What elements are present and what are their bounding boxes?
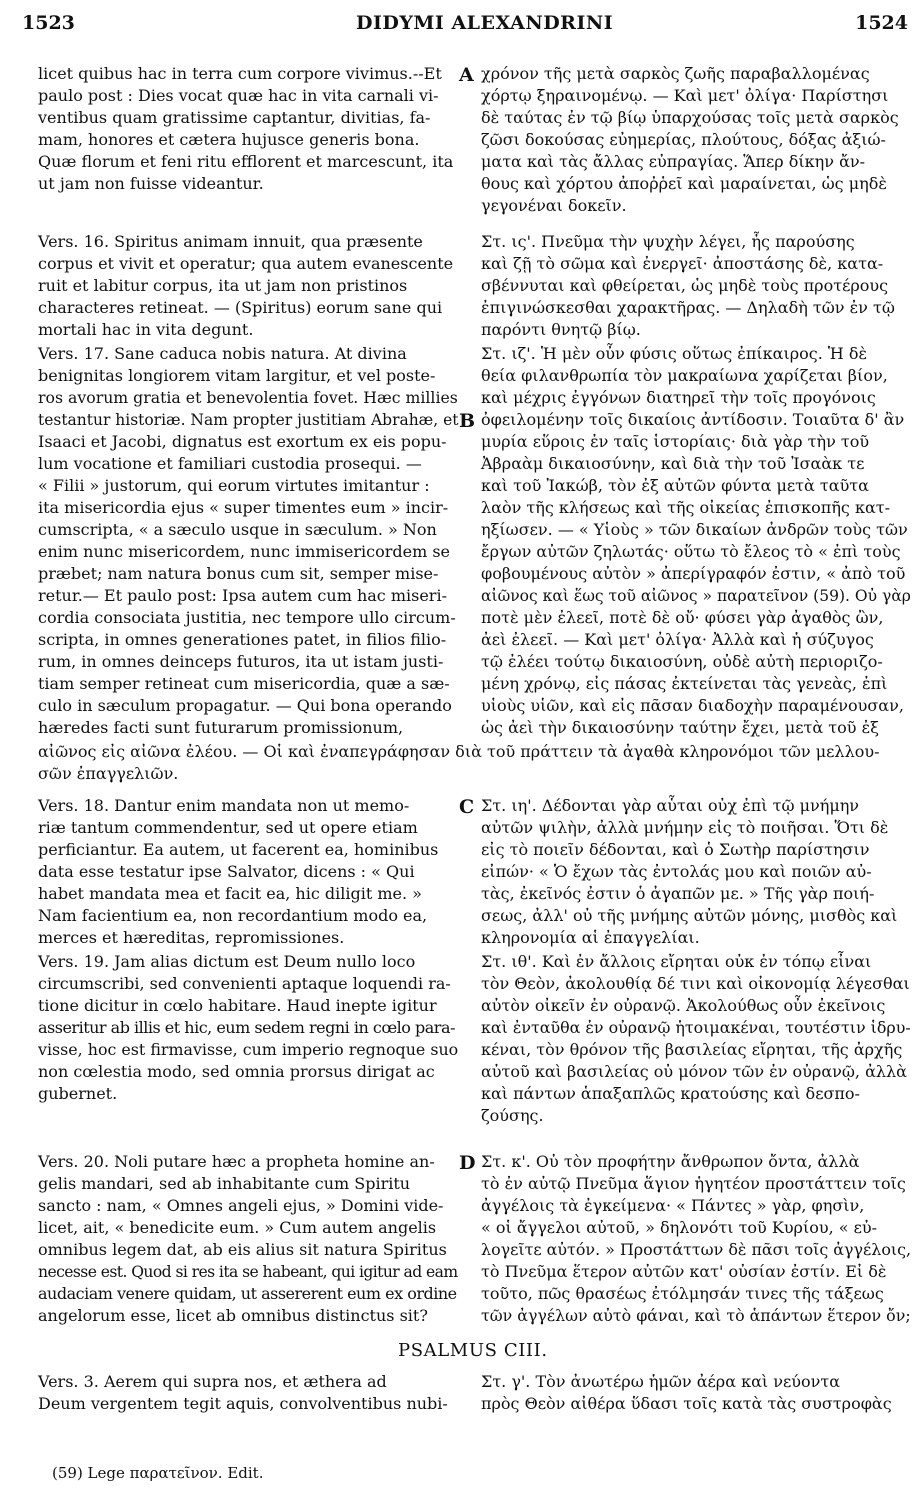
text-line: benignitas longiorem vitam largitur, et vel poste- bbox=[38, 366, 436, 385]
text-line: ros avorum gratia et benevolentia fovet. Hæc millies bbox=[38, 388, 458, 407]
text-line: characteres retineat. — (Spiritus) eorum sane qui bbox=[38, 298, 443, 317]
text-line: Στ. κ'. Οὐ τὸν προφήτην ἄνθρωπον ὄντα, ἀλλὰ bbox=[481, 1152, 860, 1171]
text-line: angelorum esse, licet ab omnibus distinctus sit? bbox=[38, 1306, 428, 1325]
text-line: licet quibus hac in terra cum corpore vivimus.--Et bbox=[38, 64, 442, 83]
psalm-heading: PSALMUS CIII. bbox=[398, 1340, 548, 1361]
text-line: κέναι, τὸν θρόνον τῆς βασιλείας εἴρηται, τῆς ἀρχῆς bbox=[481, 1040, 903, 1059]
text-line: asseritur ab illis et hic, eum sedem regni in cœlo para- bbox=[38, 1018, 455, 1037]
text-line: paulo post : Dies vocat quæ hac in vita carnali vi- bbox=[38, 86, 439, 105]
text-line: Vers. 20. Noli putare hæc a propheta homine an- bbox=[38, 1152, 435, 1171]
text-line: Ἀβραὰμ δικαιοσύνην, καὶ διὰ τὴν τοῦ Ἰσαὰκ τε bbox=[481, 454, 865, 473]
text-line: sancto : nam, « Omnes angeli ejus, » Domini vide- bbox=[38, 1196, 444, 1215]
text-line: Στ. γ'. Τὸν ἀνωτέρω ἡμῶν ἀέρα καὶ νεύοντα bbox=[481, 1372, 840, 1391]
text-line: Vers. 19. Jam alias dictum est Deum nullo loco bbox=[38, 952, 416, 971]
text-line: ὀφειλομένην τοῖς δικαίοις ἀντίδοσιν. Τοιαῦτα δ' ἂν bbox=[481, 410, 905, 429]
text-line: ἀεὶ ἐλεεῖ. — Καὶ μετ' ὀλίγα· Ἀλλὰ καὶ ἡ σύζυγος bbox=[481, 630, 874, 649]
text-line: Στ. ιζ'. Ἡ μὲν οὖν φύσις οὕτως ἐπίκαιρος. Ἡ δὲ bbox=[481, 344, 868, 363]
text-line: Vers. 3. Aerem qui supra nos, et æthera ad bbox=[38, 1372, 387, 1391]
text-line: εἰπών· « Ὁ ἔχων τὰς ἐντολάς μου καὶ ποιῶν αὐ- bbox=[481, 862, 872, 881]
text-line: λογεῖτε αὐτόν. » Προστάττων δὲ πᾶσι τοῖς ἀγγέλοις, bbox=[481, 1240, 912, 1259]
page-header bbox=[0, 0, 924, 44]
text-line: καὶ πάντων ἁπαξαπλῶς κρατούσης καὶ δεσπο- bbox=[481, 1084, 860, 1103]
text-line: cumscripta, « a sæculo usque in sæculum. » Non bbox=[38, 520, 437, 539]
text-line: circumscribi, sed convenienti aptaque loquendi ra- bbox=[38, 974, 451, 993]
text-line: ζῶσι δοκούσας εὐημερίας, πλούτους, δόξας ἀξιώ- bbox=[481, 130, 886, 149]
text-line: χόρτῳ ξηραινομένῳ. — Καὶ μετ' ὀλίγα· Παρίστησι bbox=[481, 86, 889, 105]
text-line: τοῦτο, πῶς θρασέως ἐτόλμησάν τινες τῆς τάξεως bbox=[481, 1284, 884, 1303]
text-line: corpus et vivit et operatur; qua autem evanescente bbox=[38, 254, 454, 273]
text-line: ὡς ἀεὶ τὴν δικαιοσύνην ταύτην ἔχει, μετὰ τοῦ ἐξ bbox=[481, 718, 879, 737]
text-line: εἰς τὸ ποιεῖν δέδονται, καὶ ὁ Σωτὴρ παρίστησιν bbox=[481, 840, 870, 859]
margin-letter-d: D bbox=[459, 1152, 476, 1174]
text-line: tione dicitur in cœlo habitare. Haud inepte igitur bbox=[38, 996, 437, 1015]
text-line: καὶ ζῇ τὸ σῶμα καὶ ἐνεργεῖ· ἀποστάσης δὲ, κατα- bbox=[481, 254, 884, 273]
text-line: Vers. 17. Sane caduca nobis natura. At divina bbox=[38, 344, 407, 363]
text-line: χρόνον τῆς μετὰ σαρκὸς ζωῆς παραβαλλομένας bbox=[481, 64, 870, 83]
text-line: Deum vergentem tegit aquis, convolventibus nubi- bbox=[38, 1394, 448, 1413]
text-line: licet, ait, « benedicite eum. » Cum autem angelis bbox=[38, 1218, 437, 1237]
text-line: πρὸς Θεὸν αἰθέρα ὕδασι τοῖς κατὰ τὰς συστροφὰς bbox=[481, 1394, 892, 1413]
text-line: ἐπιγινώσκεσθαι χαρακτῆρας. — Δηλαδὴ τῶν ἐν τῷ bbox=[481, 298, 895, 317]
text-line: τὰς, ἐκεῖνός ἐστιν ὁ ἀγαπῶν με. » Τῆς γὰρ ποιή- bbox=[481, 884, 875, 903]
text-line: retur.— Et paulo post: Ipsa autem cum hac miseri- bbox=[38, 586, 447, 605]
margin-letter-a: A bbox=[459, 64, 474, 86]
text-line: γεγονέναι δοκεῖν. bbox=[481, 196, 627, 215]
text-line: μένη χρόνῳ, εἰς πάσας ἐκτείνεται τὰς γενεὰς, ἐπὶ bbox=[481, 674, 888, 693]
text-line: necesse est. Quod si res ita se habeant, qui igitur ad eam bbox=[38, 1262, 458, 1281]
text-line: σβέννυται καὶ φθείρεται, ὡς μηδὲ τοὺς προτέρους bbox=[481, 276, 889, 295]
right-page-number: 1524 bbox=[855, 12, 908, 34]
text-line: αὐτὸν οἰκεῖν ἐν οὐρανῷ. Ἀκολούθως οὖν ἐκεῖνοις bbox=[481, 996, 886, 1015]
text-line: παρόντι θνητῷ βίῳ. bbox=[481, 320, 641, 339]
text-line: φοβουμένους αὐτὸν » ἀπερίγραφόν ἐστιν, « ἀπὸ τοῦ bbox=[481, 564, 906, 583]
text-line: audaciam venere quidam, ut assererent eum ex ordine bbox=[38, 1284, 457, 1303]
text-line: scripta, in omnes generationes patet, in filios filio- bbox=[38, 630, 447, 649]
text-line: lum vocatione et familiari custodia prosequi. — bbox=[38, 454, 422, 473]
text-line: enim nunc misericordem, nunc immisericordem se bbox=[38, 542, 451, 561]
text-line: « οἱ ἄγγελοι αὐτοῦ, » δηλονότι τοῦ Κυρίου, « εὐ- bbox=[481, 1218, 878, 1237]
text-line: mam, honores et cætera hujusce generis bona. bbox=[38, 130, 420, 149]
text-line: Vers. 16. Spiritus animam innuit, qua præsente bbox=[38, 232, 423, 251]
text-line: αὐτοῦ καὶ βασιλείας οὐ μόνον τῶν ἐν οὐρανῷ, ἀλλὰ bbox=[481, 1062, 907, 1081]
text-line: habet mandata mea et facit ea, hic diligit me. » bbox=[38, 884, 422, 903]
text-line: αὐτῶν ψιλὴν, ἀλλὰ μνήμην εἰς τὸ ποιῆσαι. Ὅτι δὲ bbox=[481, 818, 889, 837]
text-line: omnibus legem dat, ab eis alius sit natura Spiritus bbox=[38, 1240, 447, 1259]
text-line: cordia consociata justitia, nec tempore ullo circum- bbox=[38, 608, 456, 627]
text-line: culo in sæculum propagatur. — Qui bona operando bbox=[38, 696, 452, 715]
text-line: visse, hoc est firmavisse, cum imperio regnoque suo bbox=[38, 1040, 459, 1059]
text-line: τὸ Πνεῦμα ἕτερον αὐτῶν κατ' οὐσίαν ἐστίν. Εἰ δὲ bbox=[481, 1262, 887, 1281]
text-line: « Filii » justorum, qui eorum virtutes imitantur : bbox=[38, 476, 430, 495]
text-line: præbet; nam natura bonus cum sit, semper mise- bbox=[38, 564, 439, 583]
text-line: αἰῶνος εἰς αἰῶνα ἐλέου. — Οἱ καὶ ἐναπεγράφησαν διὰ τοῦ πράττειν τὰ ἀγαθὰ κληρονόμοι τῶν μελλου- bbox=[38, 742, 880, 761]
text-line: αἰῶνος καὶ ἕως τοῦ αἰῶνος » παρατεῖνον (59). Οὐ γὰρ bbox=[481, 586, 911, 605]
text-line: τὸν Θεὸν, ἀκολουθίᾳ δέ τινι καὶ οἰκονομίᾳ λέγεσθαι bbox=[481, 974, 910, 993]
text-line: σῶν ἐπαγγελιῶν. bbox=[38, 764, 179, 783]
text-line: merces et hæreditas, repromissiones. bbox=[38, 928, 345, 947]
text-line: τὸ ἐν αὐτῷ Πνεῦμα ἅγιον ἡγητέον προστάττειν τοῖς bbox=[481, 1174, 906, 1193]
text-line: Στ. ις'. Πνεῦμα τὴν ψυχὴν λέγει, ἧς παρούσης bbox=[481, 232, 855, 251]
text-line: ζούσης. bbox=[481, 1106, 544, 1125]
text-line: Vers. 18. Dantur enim mandata non ut memo- bbox=[38, 796, 410, 815]
text-line: τῶν ἀγγέλων αὐτὸ φάναι, καὶ τὸ ἁπάντων ἕτερον ὄν; bbox=[481, 1306, 911, 1325]
text-line: θους καὶ χόρτου ἀποῤῥεῖ καὶ μαραίνεται, ὡς μηδὲ bbox=[481, 174, 887, 193]
text-line: καὶ τοῦ Ἰακώβ, τὸν ἐξ αὐτῶν φύντα μετὰ ταῦτα bbox=[481, 476, 869, 495]
text-line: non cœlestia modo, sed omnia prorsus dirigat ac bbox=[38, 1062, 435, 1081]
text-line: tiam semper retineat cum misericordia, quæ a sæ- bbox=[38, 674, 450, 693]
text-line: ματα καὶ τὰς ἄλλας εὐπραγίας. Ἅπερ δίκην ἄν- bbox=[481, 152, 866, 171]
margin-letter-c: C bbox=[459, 796, 475, 818]
text-line: ποτὲ μὲν ἐλεεῖ, ποτὲ δὲ οὔ· φύσει γὰρ ἀγαθὸς ὢν, bbox=[481, 608, 884, 627]
text-line: perficiantur. Ea autem, ut facerent ea, hominibus bbox=[38, 840, 439, 859]
left-page-number: 1523 bbox=[22, 12, 75, 34]
text-line: ἀγγέλοις τὰ ἐγκείμενα· « Πάντες » γὰρ, φησὶν, bbox=[481, 1196, 865, 1215]
text-line: ruit et labitur corpus, ita ut jam non pristinos bbox=[38, 276, 408, 295]
text-line: data esse testatur ipse Salvator, dicens : « Qui bbox=[38, 862, 415, 881]
text-line: θεία φιλανθρωπία τὸν μακραίωνα χαρίζεται βίον, bbox=[481, 366, 888, 385]
text-line: gubernet. bbox=[38, 1084, 118, 1103]
text-line: ἔργων αὐτῶν ζηλωτάς· οὕτω τὸ ἔλεος τὸ « ἐπὶ τοὺς bbox=[481, 542, 901, 561]
text-line: testantur historiæ. Nam propter justitiam Abrahæ, et bbox=[38, 410, 459, 429]
text-line: σεως, ἀλλ' οὐ τῆς μνήμης αὐτῶν μόνης, μισθὸς καὶ bbox=[481, 906, 898, 925]
text-line: hæredes facti sunt futurarum promissionum, bbox=[38, 718, 404, 737]
text-line: δὲ ταύτας ἐν τῷ βίῳ ὑπαρχούσας τοῖς μετὰ σαρκὸς bbox=[481, 108, 899, 127]
text-line: μυρία εὕροις ἐν ταῖς ἱστορίαις· διὰ γὰρ τὴν τοῦ bbox=[481, 432, 870, 451]
text-line: κληρονομία αἱ ἐπαγγελίαι. bbox=[481, 928, 700, 947]
text-line: gelis mandari, sed ab inhabitante cum Spiritu bbox=[38, 1174, 411, 1193]
text-line: ita misericordia ejus « super timentes eum » incir- bbox=[38, 498, 449, 517]
text-line: rum, in omnes deinceps futuros, ita ut istam justi- bbox=[38, 652, 444, 671]
text-line: ηξίωσεν. — « Υἱοὺς » τῶν δικαίων ἀνδρῶν τοὺς τῶν bbox=[481, 520, 908, 539]
text-line: Στ. ιθ'. Καὶ ἐν ἄλλοις εἴρηται οὐκ ἐν τόπῳ εἶναι bbox=[481, 952, 872, 971]
text-line: Nam facientium ea, non recordantium modo ea, bbox=[38, 906, 428, 925]
text-line: ventibus quam gratissime captantur, divitias, fa- bbox=[38, 108, 431, 127]
running-title: DIDYMI ALEXANDRINI bbox=[356, 12, 614, 34]
text-line: λαὸν τῆς κλήσεως καὶ τῆς οἰκείας ἐπισκοπῆς κατ- bbox=[481, 498, 891, 517]
text-line: καὶ μέχρις ἐγγόνων διατηρεῖ τὴν τοῖς προγόνοις bbox=[481, 388, 876, 407]
text-line: καὶ ἐνταῦθα ἐν οὐρανῷ ἡτοιμακέναι, τουτέστιν ἱδρυ- bbox=[481, 1018, 911, 1037]
text-line: τῷ ἐλέει τούτῳ δικαιοσύνη, οὐδὲ αὐτὴ περιοριζο- bbox=[481, 652, 883, 671]
text-line: Στ. ιη'. Δέδονται γὰρ αὗται οὐχ ἐπὶ τῷ μνήμην bbox=[481, 796, 860, 815]
text-line: υἱοὺς υἱῶν, καὶ εἰς πᾶσαν διαδοχὴν παραμένουσαν, bbox=[481, 696, 904, 715]
footnote: (59) Lege παρατεῖνον. Edit. bbox=[52, 1464, 264, 1482]
text-line: Quæ florum et feni ritu efflorent et marcescunt, ita bbox=[38, 152, 454, 171]
text-line: riæ tantum commendentur, sed ut opere etiam bbox=[38, 818, 418, 837]
text-line: mortali hac in vita degunt. bbox=[38, 320, 254, 339]
text-line: Isaaci et Jacobi, dignatus est exortum ex eis popu- bbox=[38, 432, 447, 451]
text-line: ut jam non fuisse videantur. bbox=[38, 174, 264, 193]
margin-letter-b: B bbox=[459, 410, 476, 432]
